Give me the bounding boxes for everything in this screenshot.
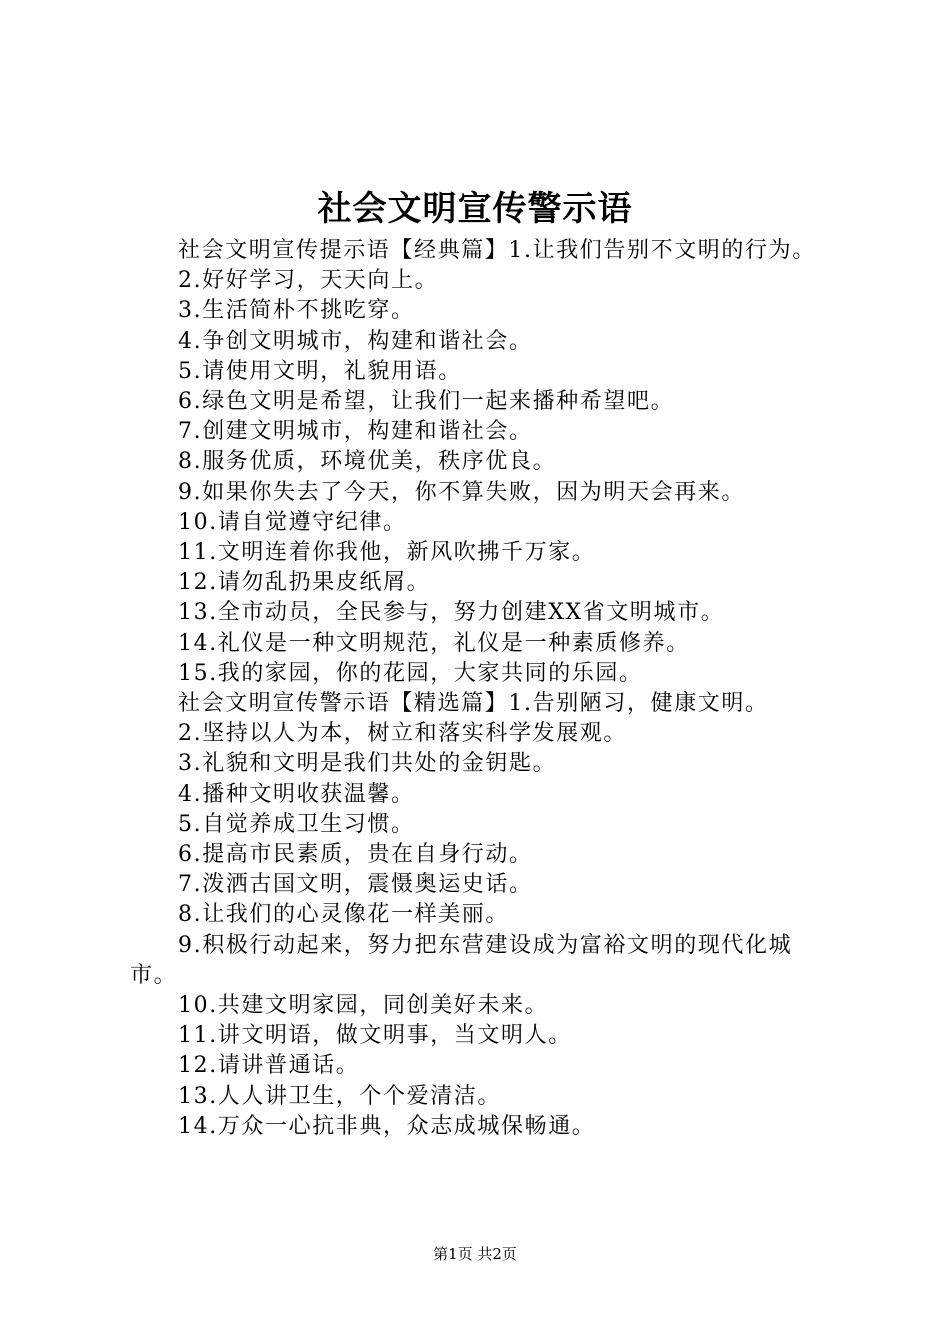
page-number: 第1页 共2页 xyxy=(433,1245,517,1263)
paragraph: 6.提高市民素质，贵在自身行动。 xyxy=(178,842,533,868)
paragraph: 6.绿色文明是希望，让我们一起来播种希望吧。 xyxy=(178,389,675,415)
paragraph: 8.让我们的心灵像花一样美丽。 xyxy=(178,902,509,928)
paragraph: 5.自觉养成卫生习惯。 xyxy=(178,811,415,837)
paragraph: 9.积极行动起来，努力把东营建设成为富裕文明的现代化城市。 xyxy=(130,932,793,988)
paragraph: 11.文明连着你我他，新风吹拂千万家。 xyxy=(178,540,596,566)
paragraph: 2.坚持以人为本，树立和落实科学发展观。 xyxy=(178,721,627,747)
document-body xyxy=(130,236,830,1142)
paragraph: 13.人人讲卫生，个个爱清洁。 xyxy=(178,1083,501,1109)
paragraph: 14.万众一心抗非典，众志成城保畅通。 xyxy=(178,1113,596,1139)
paragraph: 8.服务优质，环境优美，秩序优良。 xyxy=(178,449,557,475)
paragraph: 3.生活简朴不挑吃穿。 xyxy=(178,298,415,324)
paragraph: 10.共建文明家园，同创美好未来。 xyxy=(178,993,549,1019)
paragraph: 5.请使用文明，礼貌用语。 xyxy=(178,358,462,384)
paragraph: 14.礼仪是一种文明规范，礼仪是一种素质修养。 xyxy=(178,630,690,656)
paragraph: 4.播种文明收获温馨。 xyxy=(178,781,415,807)
paragraph: 13.全市动员，全民参与，努力创建XX省文明城市。 xyxy=(178,600,725,626)
paragraph: 12.请勿乱扔果皮纸屑。 xyxy=(178,570,431,596)
paragraph: 社会文明宣传警示语【精选篇】1.告别陋习，健康文明。 xyxy=(178,691,769,717)
paragraph: 11.讲文明语，做文明事，当文明人。 xyxy=(178,1023,572,1049)
page-title: 社会文明宣传警示语 xyxy=(317,189,633,229)
paragraph: 2.好好学习，天天向上。 xyxy=(178,268,439,294)
paragraph: 社会文明宣传提示语【经典篇】1.让我们告别不文明的行为。 xyxy=(178,238,816,263)
paragraph: 7.创建文明城市，构建和谐社会。 xyxy=(178,419,533,445)
paragraph: 7.泼洒古国文明，震慑奥运史话。 xyxy=(178,872,533,898)
paragraph: 15.我的家园，你的花园，大家共同的乐园。 xyxy=(178,660,643,686)
paragraph: 3.礼貌和文明是我们共处的金钥匙。 xyxy=(178,751,557,777)
paragraph: 4.争创文明城市，构建和谐社会。 xyxy=(178,328,533,354)
paragraph: 9.如果你失去了今天，你不算失败，因为明天会再来。 xyxy=(178,479,745,505)
paragraph: 12.请讲普通话。 xyxy=(178,1053,360,1079)
paragraph: 10.请自觉遵守纪律。 xyxy=(178,509,407,535)
